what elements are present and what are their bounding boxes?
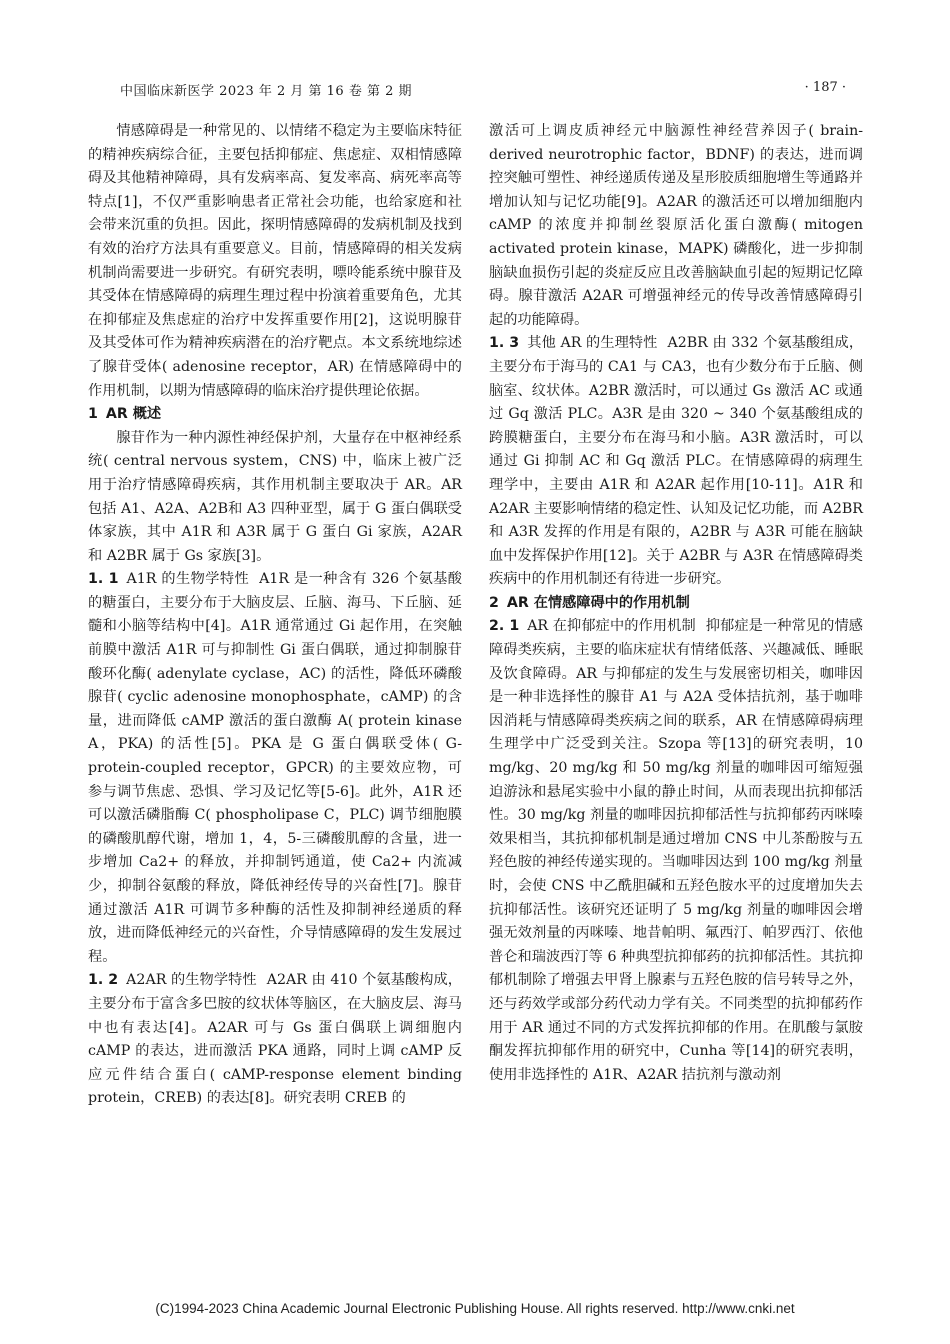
subsection-1-3-number: 1. 3 (489, 335, 520, 352)
section-1-number: 1 (88, 406, 98, 423)
page-number: · 187 · (804, 80, 846, 95)
subsection-1-3-title: 其他 AR 的生理特性 (527, 335, 658, 352)
journal-header: 中国临床新医学 2023 年 2 月 第 16 卷 第 2 期 (120, 84, 412, 99)
subsection-2-1-title: AR 在抑郁症中的作用机制 (527, 618, 696, 635)
copyright-footer: (C)1994-2023 China Academic Journal Electronic Publishing House. All rights reserved. http://www.cnki.net (155, 1301, 795, 1316)
subsection-1-3-body: A2BR 由 332 个氨基酸组成，主要分布于海马的 CA1 与 CA3，也有少数分布于丘脑、侧脑室、纹状体。A2BR 激活时，可以通过 Gs 激活 AC 或通过 Gq 激活 PLC。A3R 是由 320 ~ 340 个氨基酸组成的跨膜糖蛋白，主要分布在海马和小脑。A3R 激活时，可以通过 Gi 抑制 AC 和 Gq 激活 PLC。在情感障碍的病理生理学中，主要由 A1R 和 A2AR 起作用[10-11]。A1R 和 A2AR 主要影响情绪的稳定性、认知及记忆功能，而 A2BR 和 A3R 发挥的作用是有限的，A2BR 与 A3R 可能在脑缺血中发挥保护作用[12]。关于 A2BR 与 A3R 在情感障碍类疾病中的作用机制还有待进一步研究。 (489, 335, 864, 588)
subsection-1-2 (88, 969, 462, 1111)
subsection-1-1-body: A1R 是一种含有 326 个氨基酸的糖蛋白，主要分布于大脑皮层、丘脑、海马、下丘脑、延髓和小脑等结构中[4]。A1R 通常通过 Gi 起作用，在突触前膜中激活 A1R 可与抑制性 Gi 蛋白偶联，通过抑制腺苷酸环化酶( adenylate cyclase，AC) 的活性，降低环磷酸腺苷( cyclic adenosine monophosphate，cAMP) 的含量，进而降低 cAMP 激活的蛋白激酶 A( protein kinase A，PKA) 的活性[5]。PKA 是 G 蛋白偶联受体( G-protein-coupled receptor，GPCR) 的主要效应物，可参与调节焦虑、恐惧、学习及记忆等[5-6]。此外，A1R 还可以激活磷脂酶 C( phospholipase C，PLC) 调节细胞膜的磷酸肌醇代谢，增加 1，4，5-三磷酸肌醇的含量，进一步增加 Ca2+ 的释放，并抑制钙通道，使 Ca2+ 内流减少，抑制谷氨酸的释放，降低神经传导的兴奋性[7]。腺苷通过激活 A1R 可调节多种酶的活性及抑制神经递质的释放，进而降低神经元的兴奋性，介导情感障碍的发生发展过程。 (88, 571, 462, 965)
left-column (88, 120, 462, 1111)
section-2-heading (489, 592, 863, 616)
section-2-title: AR 在情感障碍中的作用机制 (506, 594, 690, 611)
intro-paragraph: 情感障碍是一种常见的、以情绪不稳定为主要临床特征的精神疾病综合征，主要包括抑郁症、焦虑症、双相情感障碍及其他精神障碍，具有发病率高、复发率高、病死率高等特点[1]，不仅严重影响患者正常社会功能，也给家庭和社会带来沉重的负担。因此，探明情感障碍的发病机制及找到有效的治疗方法具有重要意义。目前，情感障碍的相关发病机制尚需要进一步研究。有研究表明，嘌呤能系统中腺苷及其受体在情感障碍的病理生理过程中扮演着重要角色，尤其在抑郁症及焦虑症的治疗中发挥重要作用[2]，这说明腺苷及其受体可作为精神疾病潜在的治疗靶点。本文系统地综述了腺苷受体( adenosine receptor，AR) 在情感障碍中的作用机制，以期为情感障碍的临床治疗提供理论依据。 (88, 123, 462, 399)
section-1-title: AR 概述 (105, 406, 162, 423)
section-1-paragraph: 腺苷作为一种内源性神经保护剂，大量存在中枢神经系统( central nervous system，CNS) 中，临床上被广泛用于治疗情感障碍疾病，其作用机制主要取决于 AR。AR 包括 A1、A2A、A2B和 A3 四种亚型，属于 G 蛋白偶联受体家族，其中 A1R 和 A3R 属于 G 蛋白 Gi 家族，A2AR 和 A2BR 属于 Gs 家族[3]。 (88, 429, 462, 564)
subsection-1-1 (88, 568, 462, 969)
subsection-2-1 (489, 615, 863, 1087)
subsection-1-2-body: A2AR 由 410 个氨基酸构成，主要分布于富含多巴胺的纹状体等脑区，在大脑皮层、海马中也有表达[4]。A2AR 可与 Gs 蛋白偶联上调细胞内 cAMP 的表达，进而激活 PKA 通路，同时上调 cAMP 反应元件结合蛋白( cAMP-response element binding protein，CREB) 的表达[8]。研究表明 CREB 的 (88, 972, 462, 1107)
subsection-1-3 (489, 332, 863, 592)
subsection-1-1-number: 1. 1 (88, 571, 119, 588)
continued-paragraph: 激活可上调皮质神经元中脑源性神经营养因子( brain-derived neurotrophic factor，BDNF) 的表达，进而调控突触可塑性、神经递质传递及星形胶质细胞增生等通路并增加认知与记忆功能[9]。A2AR 的激活还可以增加细胞内 cAMP 的浓度并抑制丝裂原活化蛋白激酶( mitogen activated protein kinase，MAPK) 磷酸化，进一步抑制脑缺血损伤引起的炎症反应且改善脑缺血引起的短期记忆障碍。腺苷激活 A2AR 可增强神经元的传导改善情感障碍引起的功能障碍。 (489, 123, 863, 328)
section-1-heading (88, 403, 462, 427)
section-2-number: 2 (489, 594, 499, 611)
right-column (489, 120, 863, 1087)
subsection-1-2-number: 1. 2 (88, 972, 119, 989)
subsection-2-1-body: 抑郁症是一种常见的情感障碍类疾病，主要的临床症状有情绪低落、兴趣减低、睡眠及饮食障碍。AR 与抑郁症的发生与发展密切相关，咖啡因是一种非选择性的腺苷 A1 与 A2A 受体拮抗剂，基于咖啡因消耗与情感障碍类疾病之间的联系，AR 在情感障碍病理生理学中广泛受到关注。Szopa 等[13]的研究表明，10 mg/kg、20 mg/kg 和 50 mg/kg 剂量的咖啡因可缩短强迫游泳和悬尾实验中小鼠的静止时间，从而表现出抗抑郁活性。30 mg/kg 剂量的咖啡因抗抑郁活性与抗抑郁药丙咪嗪效果相当，其抗抑郁机制是通过增加 CNS 中儿茶酚胺与五羟色胺的神经传递实现的。当咖啡因达到 100 mg/kg 剂量时，会使 CNS 中乙酰胆碱和五羟色胺水平的过度增加失去抗抑郁活性。该研究还证明了 5 mg/kg 剂量的咖啡因会增强无效剂量的丙咪嗪、地昔帕明、氟西汀、帕罗西汀、依他普仑和瑞波西汀等 6 种典型抗抑郁药的抗抑郁活性。其抗抑郁机制除了增强去甲肾上腺素与五羟色胺的信号转导之外，还与药效学或部分药代动力学有关。不同类型的抗抑郁药作用于 AR 通过不同的方式发挥抗抑郁的作用。在肌酸与氯胺酮发挥抗抑郁作用的研究中，Cunha 等[14]的研究表明，使用非选择性的 A1R、A2AR 拮抗剂与激动剂 (489, 618, 863, 1083)
subsection-1-1-title: A1R 的生物学特性 (126, 571, 250, 588)
subsection-1-2-title: A2AR 的生物学特性 (126, 972, 257, 989)
subsection-2-1-number: 2. 1 (489, 618, 520, 635)
